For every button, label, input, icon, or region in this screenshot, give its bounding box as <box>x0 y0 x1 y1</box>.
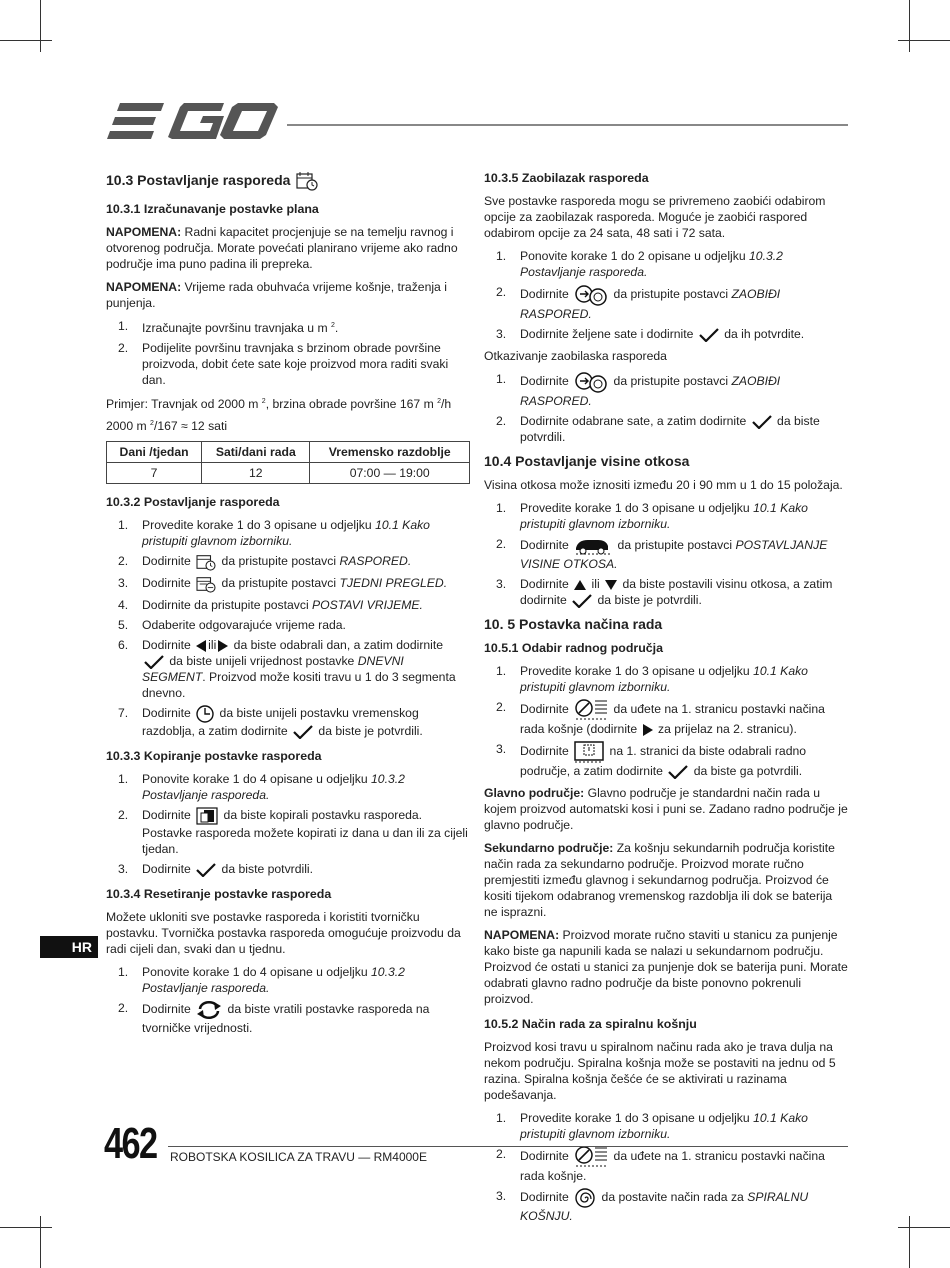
list-item: 4. Dodirnite da pristupite postavci POSTAVI VRIJEME. <box>118 598 423 613</box>
crop-mark <box>898 40 950 41</box>
example-text: Primjer: Travnjak od 2000 m $^2$, brzina obrade površine 167 m $^2$/h <box>106 397 452 412</box>
list-item: 1. Provedite korake 1 do 3 opisane u odjeljku 10.1 Kako pristupiti glavnom izborniku. <box>496 664 808 694</box>
list-item: 2. Dodirnite da biste kopirali postavku rasporeda. Postavke rasporeda možete kopirati iz dana u dan ili za cijeli tjedan. <box>118 808 468 857</box>
steps-list <box>106 517 470 739</box>
paragraph: Visina otkosa može iznositi između 20 i 90 mm u 1 do 15 položaja. <box>484 478 843 492</box>
list-item: 1. Ponovite korake 1 do 4 opisane u odjeljku 10.3.2 Postavljanje rasporeda. <box>118 965 405 996</box>
list-item: 2. Dodirnite da biste vratili postavke rasporeda na tvorničke vrijednosti. <box>118 1001 430 1036</box>
subsection-title: 10.3.1 Izračunavanje postavke plana <box>106 202 319 217</box>
reset-icon <box>196 1000 222 1020</box>
steps-list <box>106 964 470 1036</box>
mode-settings-icon <box>574 699 608 721</box>
subsection-title: 10.5.2 Način rada za spiralnu košnju <box>484 1017 697 1031</box>
list-item: 1. Izračunajte površinu travnjaka u m $^2$. <box>118 319 339 336</box>
subsection-title: 10.3.5 Zaobilazak rasporeda <box>484 171 649 185</box>
list-item: 2. Dodirnite da pristupite postavci POSTAVLJANJE VISINE OTKOSA. <box>496 537 828 571</box>
list-item: 1. Provedite korake 1 do 3 opisane u odjeljku 10.1 Kako pristupiti glavnom izborniku. <box>496 501 808 531</box>
steps-list <box>106 771 470 877</box>
paragraph: Sve postavke rasporeda mogu se privremeno zaobići odabirom opcije za zaobilazak rasporeda. Moguće je zaobići raspored odabirom opcije za 24 sata, 48 sati i 72 sata. <box>484 194 826 240</box>
table-header: Vremensko razdoblje <box>310 442 470 463</box>
list-item: 3. Dodirnite željene sate i dodirnite da ih potvrdite. <box>496 327 805 341</box>
list-item: 3. Dodirnite da pristupite postavci TJEDNI PREGLED. <box>106 575 470 593</box>
list-item: 6. Dodirnite ili da biste odabrali dan, a zatim dodirnite da biste unijeli vrijednost postavke DNEVNI SEGMENT. Proizvod može kositi travu u 1 do 3 segmenta dnevno. <box>118 638 456 701</box>
schedule-table <box>106 441 470 484</box>
paragraph: Glavno područje: Glavno područje je standardni način rada u kojem proizvod automatski kosi i puni se. Zadano radno područje je glavno područje. <box>484 786 848 832</box>
table-cell: 07:00 — 19:00 <box>310 463 470 484</box>
list-item: 3. Dodirnite da postavite način rada za SPIRALNU KOŠNJU. <box>496 1189 809 1223</box>
note-paragraph: NAPOMENA: Radni kapacitet procjenjuje se na temelju ravnog i otvorenog područja. Morate povećati planirano vrijeme ako radno područje ima puno padina ili prepreka. <box>106 225 458 272</box>
left-arrow-icon <box>196 640 206 652</box>
footer-rule <box>168 1146 848 1147</box>
table-cell: 7 <box>107 463 202 484</box>
calendar-clock-icon <box>296 171 318 191</box>
bypass-icon <box>574 284 608 306</box>
clock-icon <box>196 705 214 723</box>
steps-list <box>484 1110 848 1224</box>
steps-list <box>484 500 848 608</box>
subsection-title: 10.3.3 Kopiranje postavke rasporeda <box>106 749 322 764</box>
section-10-4-title: 10.4 Postavljanje visine otkosa <box>484 453 690 469</box>
calendar-week-icon <box>196 575 216 593</box>
header-rule <box>287 124 848 126</box>
crop-mark <box>0 40 52 41</box>
subsection-title: 10.3.4 Resetiranje postavke rasporeda <box>106 887 332 902</box>
paragraph: Otkazivanje zaobilaska rasporeda <box>484 349 667 363</box>
checkmark-icon <box>293 725 313 739</box>
mode-settings-icon <box>574 1146 608 1168</box>
list-item: 3. Dodirnite na 1. stranici da biste odabrali radno područje, a zatim dodirnite da biste ga potvrdili. <box>496 742 807 778</box>
checkmark-icon <box>572 594 592 608</box>
list-item: 1. Ponovite korake 1 do 2 opisane u odjeljku 10.3.2 Postavljanje rasporeda. <box>496 249 783 279</box>
list-item: 7. Dodirnite da biste unijeli postavku vremenskog razdoblja, a zatim dodirnite da biste je potvrdili. <box>118 706 423 739</box>
checkmark-icon <box>144 655 164 669</box>
checkmark-icon <box>752 415 772 429</box>
list-item: 3. Dodirnite ili da biste postavili visinu otkosa, a zatim dodirnite da biste je potvrdili. <box>496 577 833 607</box>
ego-logo <box>106 103 278 145</box>
list-item: 2. Dodirnite da uđete na 1. stranicu postavki načina rada košnje. <box>496 1147 825 1183</box>
section-10-3-title: 10.3 Postavljanje rasporeda <box>106 170 470 191</box>
steps-list <box>484 371 848 445</box>
area-select-icon <box>574 741 604 763</box>
checkmark-icon <box>668 765 688 779</box>
crop-mark <box>909 1216 910 1268</box>
steps-list <box>484 248 848 342</box>
paragraph: Sekundarno područje: Za košnju sekundarnih područja koristite način rada za sekundarno područje. Proizvod morate ručno premjestiti između glavnog i sekundarnog područja. Proizvod će kositi tijekom odabranog vremenskog razdoblja ili dok se baterija ne isprazni. <box>484 841 835 919</box>
checkmark-icon <box>196 863 216 877</box>
crop-mark <box>40 1216 41 1268</box>
down-arrow-icon <box>605 580 617 590</box>
spiral-icon <box>574 1188 596 1208</box>
table-cell: 12 <box>202 463 310 484</box>
right-column <box>484 170 848 1230</box>
list-item: 2. Dodirnite da pristupite postavci ZAOBIĐI RASPORED. <box>496 285 781 321</box>
crop-mark <box>898 1227 950 1228</box>
list-item: 1. Provedite korake 1 do 3 opisane u odjeljku 10.1 Kako pristupiti glavnom izborniku. <box>118 518 430 549</box>
steps-list <box>106 318 470 388</box>
note-paragraph: NAPOMENA: Proizvod morate ručno staviti u stanicu za punjenje kako biste ga napunili kada se nalazi u sekundarnom području. Proizvod će ostati u stanici za punjenje dok se baterija puni. Morate odabrati glavno radno područje da biste ponovno pokrenuli proizvod. <box>484 928 848 1006</box>
copy-icon <box>196 807 218 825</box>
list-item: 3. Dodirnite da biste potvrdili. <box>118 862 314 877</box>
left-column <box>106 170 470 1042</box>
crop-mark <box>0 1227 52 1228</box>
calc-text: 2000 m $^2$/167 ≈ 12 sati <box>106 419 228 434</box>
table-row <box>107 463 470 484</box>
mower-height-icon <box>574 536 612 556</box>
list-item: 1. Dodirnite da pristupite postavci ZAOBIĐI RASPORED. <box>496 372 781 408</box>
note-paragraph: NAPOMENA: Vrijeme rada obuhvaća vrijeme košnje, traženja i punjenja. <box>106 280 447 311</box>
footer-title: ROBOTSKA KOSILICA ZA TRAVU — RM4000E <box>170 1150 427 1164</box>
page-number: 462 <box>104 1119 157 1168</box>
up-arrow-icon <box>574 580 586 590</box>
checkmark-icon <box>699 328 719 342</box>
language-tab: HR <box>40 936 98 958</box>
steps-list <box>484 663 848 779</box>
table-header: Dani /tjedan <box>107 442 202 463</box>
subsection-title: 10.5.1 Odabir radnog područja <box>484 641 664 655</box>
subsection-title: 10.3.2 Postavljanje rasporeda <box>106 495 280 510</box>
list-item: 1. Provedite korake 1 do 3 opisane u odjeljku 10.1 Kako pristupiti glavnom izborniku. <box>496 1111 808 1141</box>
list-item: 2. Podijelite površinu travnjaka s brzinom obrade površine proizvoda, dobit ćete sate koje proizvod mora raditi svaki dan. <box>118 341 449 388</box>
calendar-clock-icon <box>196 553 216 571</box>
list-item: 2. Dodirnite odabrane sate, a zatim dodirnite da biste potvrdili. <box>496 414 820 444</box>
section-10-5-title: 10. 5 Postavka načina rada <box>484 616 663 632</box>
list-item: 2. Dodirnite da pristupite postavci RASPORED. <box>106 553 470 571</box>
paragraph: Proizvod kosi travu u spiralnom načinu rada ako je trava dulja na nekom području. Spiralna košnja može se postaviti na jednu od 5 razina. Spiralna košnja češće će se aktivirati u razinama podešavanja. <box>484 1040 836 1102</box>
crop-mark <box>40 0 41 52</box>
bypass-icon <box>574 371 608 393</box>
table-header: Sati/dani rada <box>202 442 310 463</box>
list-item: 1. Ponovite korake 1 do 4 opisane u odjeljku 10.3.2 Postavljanje rasporeda. <box>118 772 405 803</box>
right-arrow-icon <box>218 640 228 652</box>
crop-mark <box>909 0 910 52</box>
list-item: 2. Dodirnite da uđete na 1. stranicu postavki načina rada košnje (dodirnite za prijelaz na 2. stranicu). <box>496 700 825 736</box>
list-item: 5. Odaberite odgovarajuće vrijeme rada. <box>118 618 346 633</box>
paragraph: Možete ukloniti sve postavke rasporeda i koristiti tvorničku postavku. Tvornička postavka rasporeda omogućuje proizvodu da radi cijeli dan, svaki dan u tjednu. <box>106 910 461 957</box>
right-arrow-icon <box>643 724 653 736</box>
